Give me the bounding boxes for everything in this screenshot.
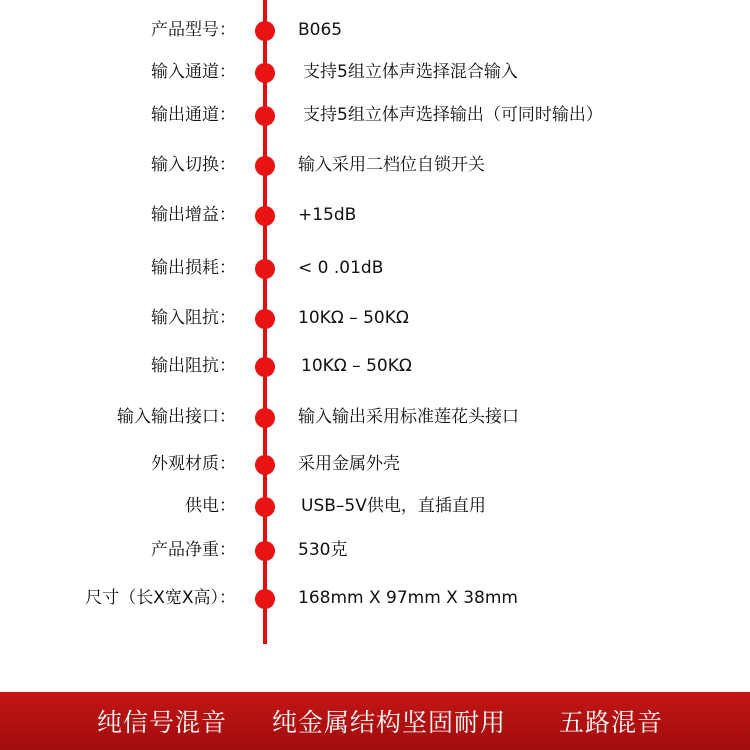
- spec-label: 输入输出接口：: [117, 407, 236, 427]
- spec-value: 530克: [298, 540, 348, 560]
- timeline-dot: [255, 309, 275, 329]
- spec-value: 支持5组立体声选择输出（可同时输出）: [303, 105, 603, 125]
- spec-row-net-weight: [0, 533, 750, 567]
- spec-row-input-impedance: [0, 301, 750, 335]
- timeline-dot: [255, 63, 275, 83]
- spec-label: 尺寸（长X宽X高）：: [85, 588, 236, 608]
- spec-label: 输出通道：: [151, 105, 236, 125]
- spec-row-dimensions: [0, 581, 750, 615]
- timeline-dot: [255, 357, 275, 377]
- timeline-dot: [255, 589, 275, 609]
- spec-row-material: [0, 447, 750, 481]
- timeline-dot: [255, 541, 275, 561]
- spec-value: < 0 .01dB: [298, 258, 384, 278]
- spec-value: 输入采用二档位自锁开关: [298, 155, 485, 175]
- spec-row-power: [0, 489, 750, 523]
- spec-label: 外观材质：: [151, 454, 236, 474]
- spec-value: 10KΩ – 50KΩ: [301, 356, 412, 376]
- timeline-dot: [255, 206, 275, 226]
- spec-value: USB–5V供电，直插直用: [301, 496, 486, 516]
- footer-banner: [0, 692, 750, 750]
- spec-label: 输入切换：: [151, 155, 236, 175]
- spec-label: 输入阻抗：: [151, 308, 236, 328]
- spec-row-model: [0, 13, 750, 47]
- timeline-dot: [255, 455, 275, 475]
- spec-value: B065: [298, 20, 343, 40]
- spec-label: 产品型号：: [151, 20, 236, 40]
- timeline-dot: [255, 156, 275, 176]
- spec-row-input-channels: [0, 55, 750, 89]
- timeline-dot: [255, 259, 275, 279]
- spec-row-output-channels: [0, 98, 750, 132]
- spec-row-input-switch: [0, 148, 750, 182]
- timeline-dot: [255, 21, 275, 41]
- spec-row-output-gain: [0, 198, 750, 232]
- footer-slogan-pure-signal: 纯信号混音: [97, 708, 228, 737]
- spec-row-io-interface: [0, 400, 750, 434]
- spec-label: 输出阻抗：: [151, 356, 236, 376]
- footer-slogan-five-way-mix: 五路混音: [559, 708, 664, 737]
- spec-value: 10KΩ – 50KΩ: [298, 308, 409, 328]
- spec-label: 输出增益：: [151, 205, 236, 225]
- spec-label: 输出损耗：: [151, 258, 236, 278]
- spec-row-output-impedance: [0, 349, 750, 383]
- spec-label: 输入通道：: [151, 62, 236, 82]
- footer-slogan-metal-build: 纯金属结构坚固耐用: [272, 708, 507, 737]
- spec-value: 采用金属外壳: [298, 454, 400, 474]
- timeline-dot: [255, 408, 275, 428]
- spec-value: 输入输出采用标准莲花头接口: [298, 407, 519, 427]
- timeline-dot: [255, 106, 275, 126]
- timeline-dot: [255, 497, 275, 517]
- spec-value: +15dB: [298, 205, 357, 225]
- spec-value: 支持5组立体声选择混合输入: [303, 62, 518, 82]
- spec-label: 产品净重：: [151, 540, 236, 560]
- spec-row-output-loss: [0, 251, 750, 285]
- spec-label: 供电：: [185, 496, 236, 516]
- spec-value: 168mm X 97mm X 38mm: [298, 588, 518, 608]
